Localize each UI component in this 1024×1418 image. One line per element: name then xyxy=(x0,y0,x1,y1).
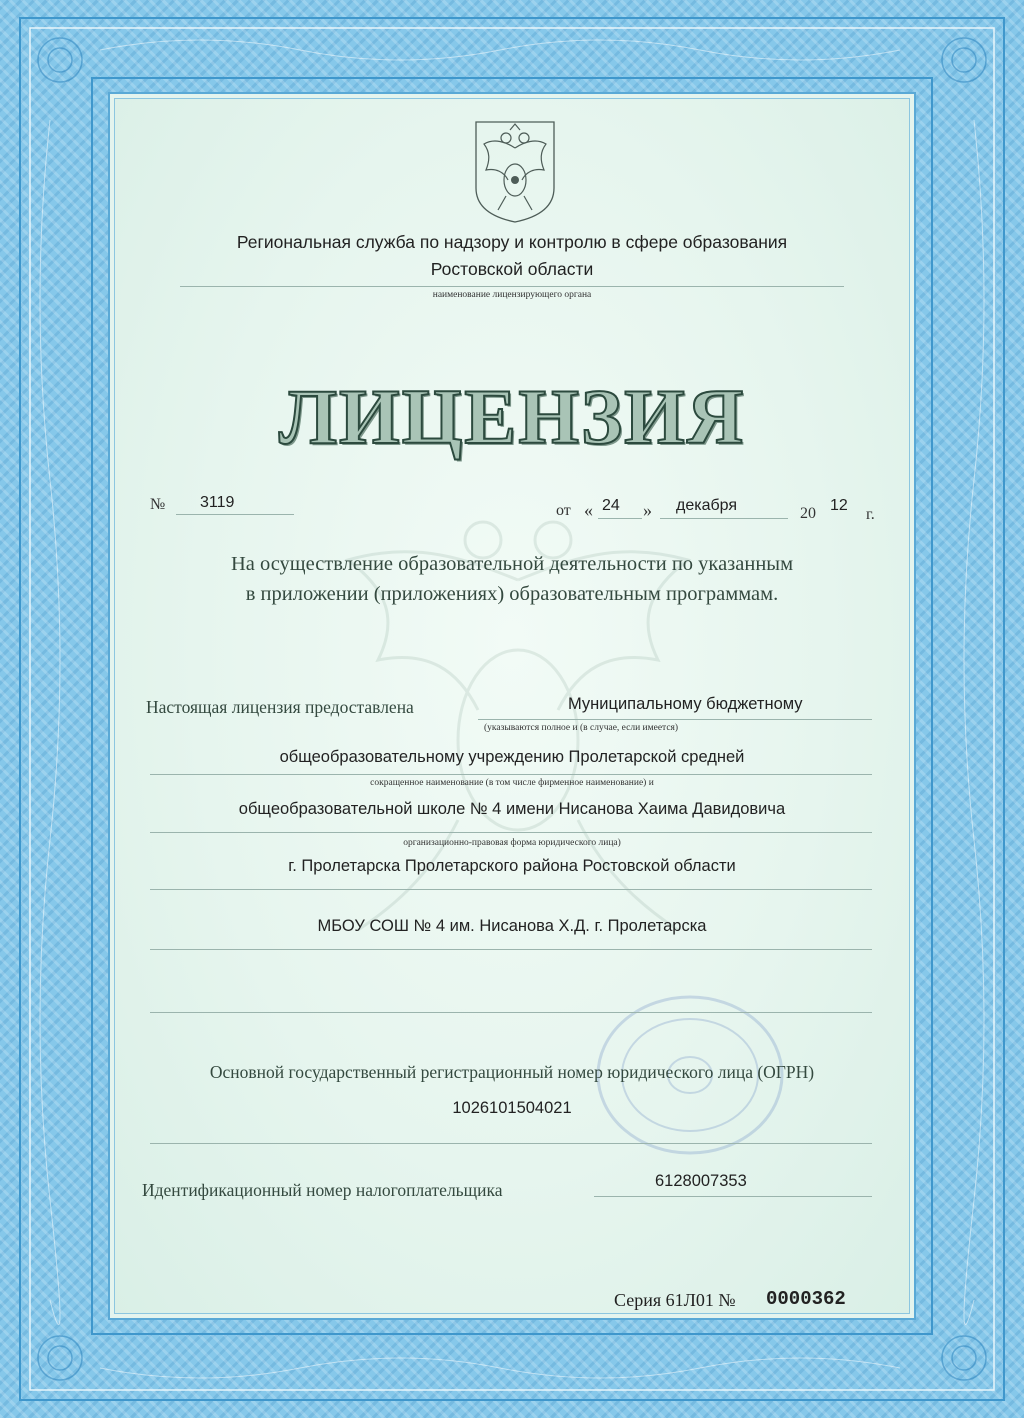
grantee-line1: Муниципальному бюджетному xyxy=(568,695,803,713)
date-close-quote: » xyxy=(643,500,652,520)
ogrn-value: 1026101504021 xyxy=(452,1099,572,1117)
date-year-prefix: 20 xyxy=(800,505,816,522)
ogrn-label: Основной государственный регистрационный номер юридического лица (ОГРН) xyxy=(209,1062,815,1082)
grantee-line3: общеобразовательной школе № 4 имени Нисанова Хаима Давидовича xyxy=(238,800,786,818)
license-number: 3119 xyxy=(200,494,235,511)
authority-underline xyxy=(180,286,844,287)
date-open-quote: « xyxy=(584,500,593,520)
grantee-caption2: сокращенное наименование (в том числе фирменное наименование) и xyxy=(370,778,654,788)
authority-name-line1: Региональная служба по надзору и контролю в сфере образования xyxy=(236,232,788,252)
grantee-line4: г. Пролетарска Пролетарского района Ростовской области xyxy=(288,857,736,875)
authority-caption: наименование лицензирующего органа xyxy=(432,290,592,300)
date-day: 24 xyxy=(602,497,620,514)
series-label: Серия 61Л01 № xyxy=(614,1290,736,1310)
month-underline xyxy=(660,518,788,519)
grantee-caption3: организационно-правовая форма юридического лица) xyxy=(403,838,621,848)
inn-underline xyxy=(594,1196,872,1197)
grantee-line2: общеобразовательному учреждению Пролетарской средней xyxy=(279,748,745,766)
grantee-extra-underline xyxy=(150,1012,872,1013)
authority-name-line2: Ростовской области xyxy=(430,259,594,279)
number-prefix: № xyxy=(150,496,166,513)
grantee-line5-underline xyxy=(150,949,872,950)
purpose-line2: в приложении (приложениях) образовательным программам. xyxy=(245,583,779,605)
date-month: декабря xyxy=(676,497,738,514)
grantee-line2-underline xyxy=(150,774,872,775)
license-title: ЛИЦЕНЗИЯ xyxy=(278,373,746,460)
date-prefix: от xyxy=(556,502,571,519)
ogrn-underline xyxy=(150,1143,872,1144)
purpose-line1: На осуществление образовательной деятельности по указанным xyxy=(230,553,794,575)
day-underline xyxy=(598,518,642,519)
grantee-line3-underline xyxy=(150,832,872,833)
inn-label: Идентификационный номер налогоплательщика xyxy=(142,1180,503,1200)
date-year-suffix: 12 xyxy=(830,497,848,514)
grantee-label: Настоящая лицензия предоставлена xyxy=(146,697,414,717)
number-underline xyxy=(176,514,294,515)
grantee-line1-underline xyxy=(478,719,872,720)
grantee-short-name: МБОУ СОШ № 4 им. Нисанова Х.Д. г. Пролетарска xyxy=(317,917,707,935)
grantee-line4-underline xyxy=(150,889,872,890)
double-headed-eagle-emblem-icon xyxy=(472,118,558,226)
grantee-caption1: (указываются полное и (в случае, если имеется) xyxy=(484,723,679,733)
date-year-unit: г. xyxy=(866,506,875,523)
series-number: 0000362 xyxy=(766,1288,846,1310)
inn-value: 6128007353 xyxy=(655,1172,747,1190)
